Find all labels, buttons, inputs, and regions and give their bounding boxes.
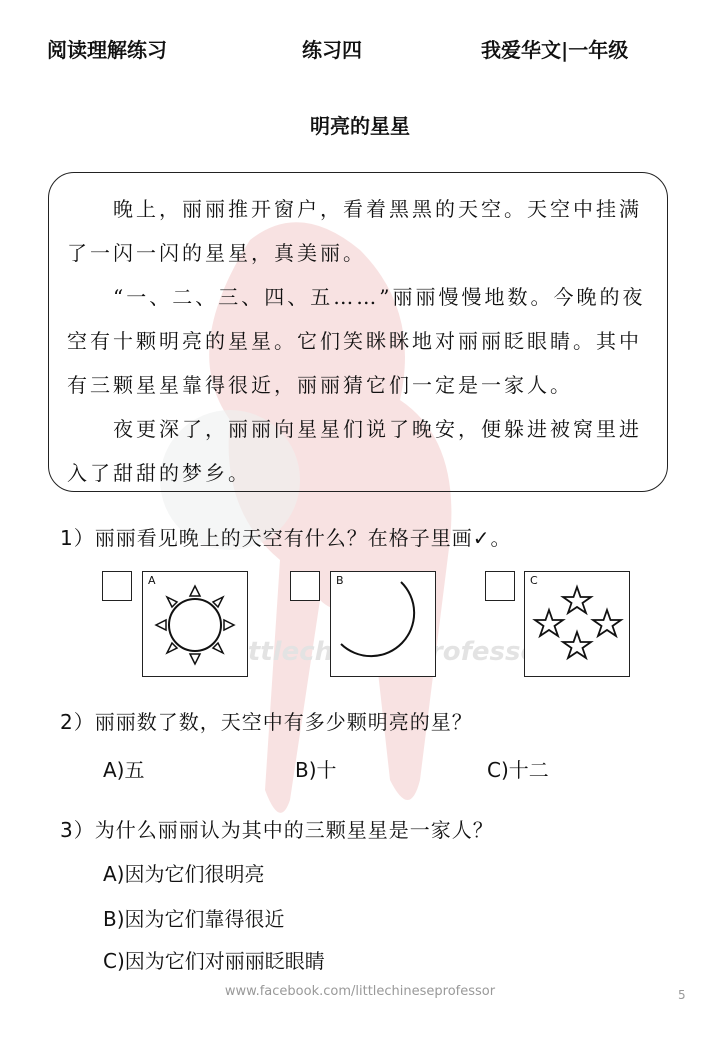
- passage-paragraph-1: 晚上，丽丽推开窗户，看着黑黑的天空。天空中挂满了一闪一闪的星星，真美丽。: [67, 197, 642, 265]
- q3-option-b[interactable]: B)因为它们靠得很近: [103, 907, 285, 931]
- header-middle: 练习四: [302, 38, 362, 62]
- choice-c: [524, 571, 630, 677]
- question-3-number: 3）: [60, 818, 95, 842]
- choice-c-label: C: [530, 574, 538, 587]
- question-1: [60, 522, 512, 551]
- answer-checkbox-c[interactable]: [485, 571, 515, 601]
- question-2-text: 丽丽数了数，天空中有多少颗明亮的星？: [94, 710, 473, 734]
- question-1-end: 。: [490, 526, 512, 550]
- stars-icon: [525, 572, 631, 678]
- passage-paragraph-2: “一、二、三、四、五……”丽丽慢慢地数。今晚的夜空有十颗明亮的星星。它们笑眯眯地对丽丽眨眼睛。其中有三颗星星靠得很近，丽丽猜它们一定是一家人。: [67, 285, 646, 397]
- moon-icon: [331, 572, 437, 678]
- q2-option-c[interactable]: C)十二: [487, 758, 549, 782]
- passage-box: [48, 172, 668, 492]
- footer-url: www.facebook.com/littlechineseprofessor: [224, 984, 496, 999]
- check-icon: ✓: [472, 526, 491, 550]
- q2-option-a[interactable]: A)五: [103, 758, 145, 782]
- question-2: [60, 706, 473, 735]
- passage-paragraph-3: 夜更深了，丽丽向星星们说了晚安，便躲进被窝里进入了甜甜的梦乡。: [67, 417, 642, 485]
- choice-a: [142, 571, 248, 677]
- question-2-number: 2）: [60, 710, 95, 734]
- q3-option-c[interactable]: C)因为它们对丽丽眨眼睛: [103, 949, 325, 973]
- choice-b: [330, 571, 436, 677]
- q2-option-b[interactable]: B)十: [295, 758, 337, 782]
- page-header: [0, 34, 720, 64]
- question-1-text: 丽丽看见晚上的天空有什么？在格子里画: [94, 526, 473, 550]
- q3-option-a[interactable]: A)因为它们很明亮: [103, 862, 265, 886]
- question-3-text: 为什么丽丽认为其中的三颗星星是一家人？: [94, 818, 494, 842]
- header-right: 我爱华文|一年级: [481, 38, 629, 62]
- choice-a-label: A: [148, 574, 156, 587]
- question-1-number: 1）: [60, 526, 95, 550]
- page-number: 5: [678, 988, 686, 1002]
- passage-title: 明亮的星星: [310, 114, 410, 138]
- sun-icon: [143, 572, 249, 678]
- question-3: [60, 814, 494, 843]
- answer-checkbox-a[interactable]: [102, 571, 132, 601]
- header-left: 阅读理解练习: [47, 38, 167, 62]
- answer-checkbox-b[interactable]: [290, 571, 320, 601]
- choice-b-label: B: [336, 574, 344, 587]
